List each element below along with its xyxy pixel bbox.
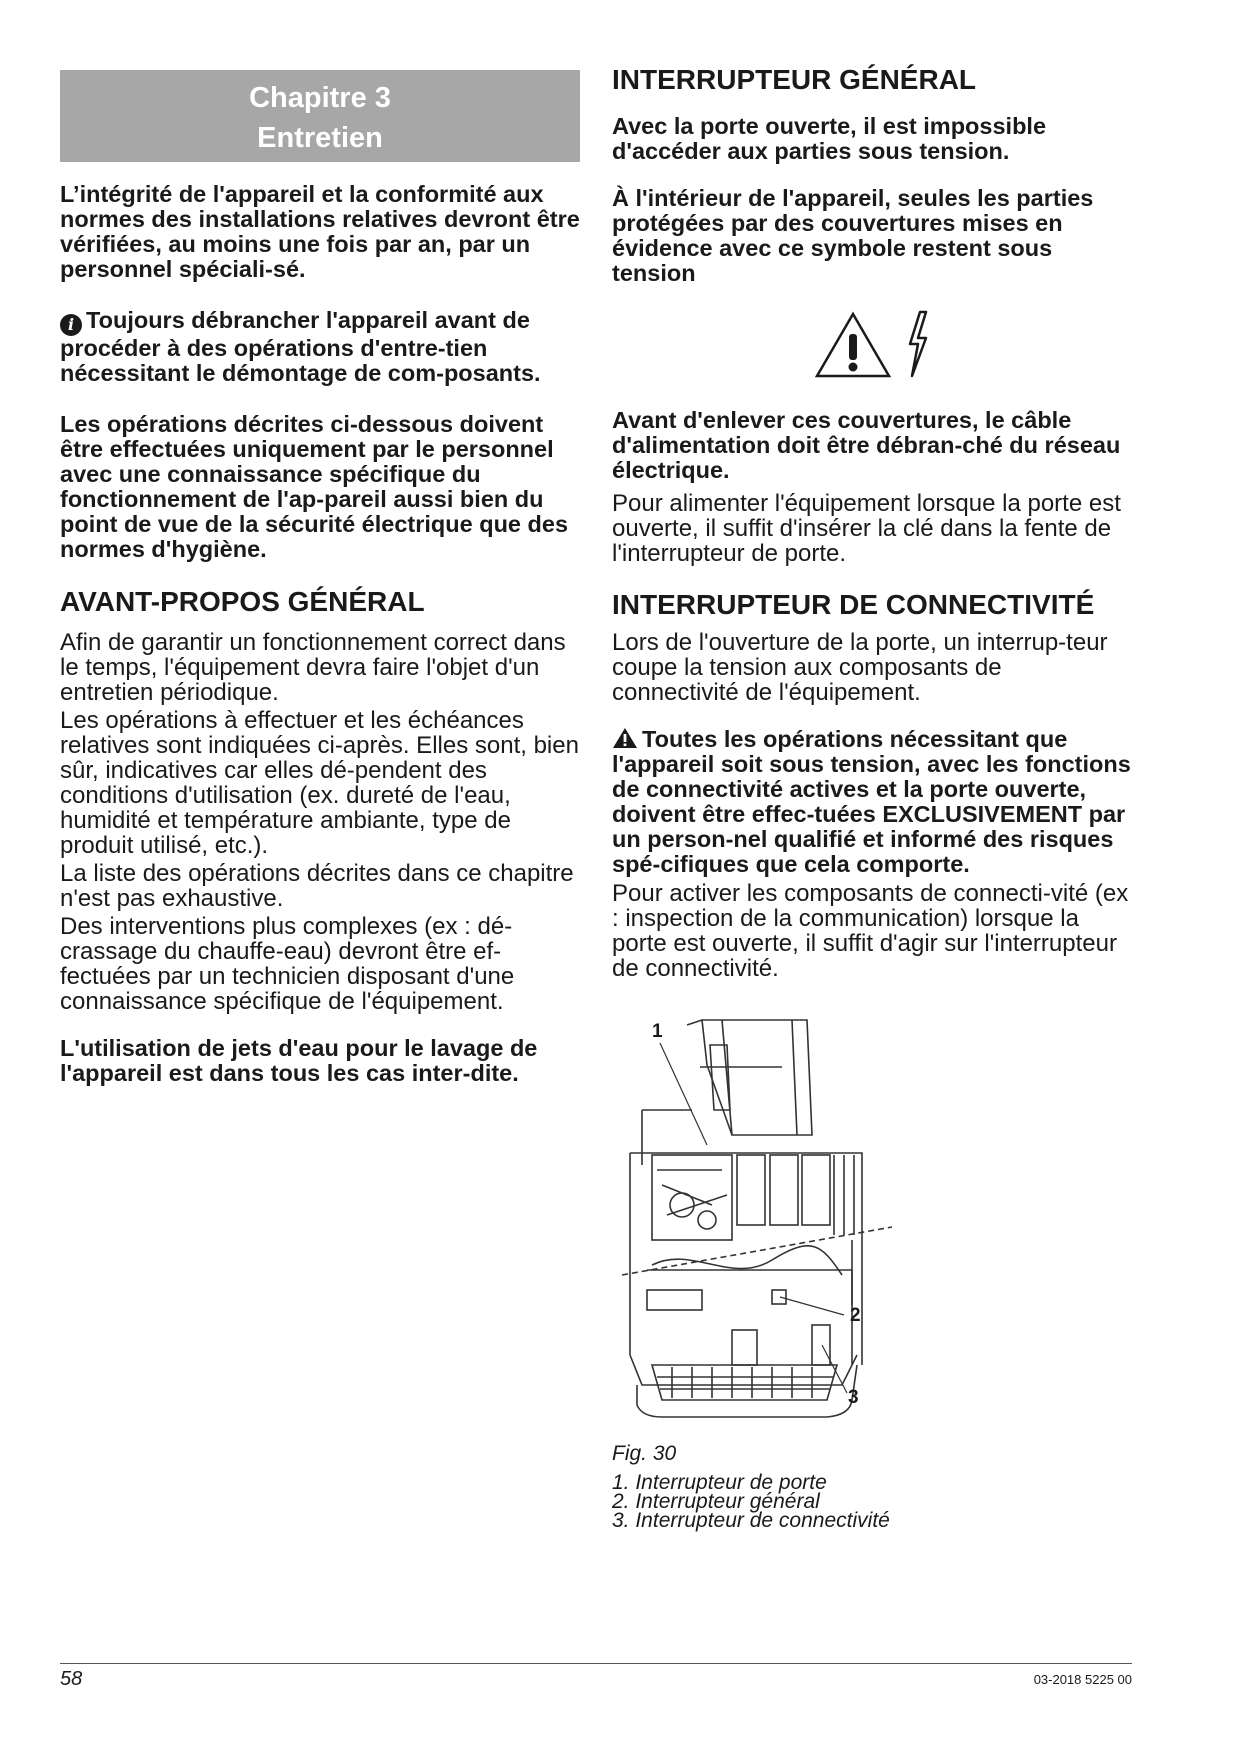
legend-item: 2. Interrupteur général — [612, 1490, 820, 1513]
chapter-title: Entretien — [257, 122, 383, 154]
document-code: 03-2018 5225 00 — [1033, 1672, 1132, 1687]
figure-label-3: 3 — [848, 1387, 859, 1408]
legend-item: 1. Interrupteur de porte — [612, 1471, 827, 1494]
machine-figure — [612, 1005, 912, 1473]
disconnect-paragraph: Avant d'enlever ces couvertures, le câble d'alimentation doit être débran-ché du réseau électrique. — [612, 407, 1121, 483]
live-operations-warning — [612, 727, 1132, 877]
info-circle-icon: i — [60, 314, 82, 336]
chapter-number: Chapitre 3 — [249, 82, 391, 114]
legend-item: 3. Interrupteur de connectivité — [612, 1509, 890, 1532]
page-number: 58 — [60, 1668, 83, 1690]
figure-label-1: 1 — [652, 1021, 663, 1042]
warning-triangle-icon — [612, 727, 638, 749]
water-jet-warning: L'utilisation de jets d'eau pour le lavage de l'appareil est dans tous les cas inter-dite. — [60, 1035, 538, 1086]
activate-connectivity-paragraph: Pour activer les composants de connecti-vité (ex : inspection de la communication) lorsque la porte est ouverte, il suffit d'agir sur l'interrupteur de connectivité. — [612, 880, 1129, 982]
maintenance-paragraph: Afin de garantir un fonctionnement correct dans le temps, l'équipement devra faire l'objet d'un entretien périodique. — [60, 629, 566, 706]
schedule-paragraph: Les opérations à effectuer et les échéances relatives sont indiquées ci-après. Elles sont, bien sûr, indicatives car elles dé-pendent des conditions d'utilisation (ex. dureté de l'eau, humidité et température ambiante, type de produit utilisé, etc.). — [60, 707, 579, 859]
intro-paragraph: L’intégrité de l'appareil et la conformité aux normes des installations relatives devront être vérifiées, au moins une fois par an, par un personnel spéciali-sé. — [60, 181, 580, 282]
figure-caption: Fig. 30 — [612, 1442, 677, 1465]
connectivity-switch-paragraph: Lors de l'ouverture de la porte, un interrup-teur coupe la tension aux composants de connectivité de l'équipement. — [612, 629, 1108, 706]
unplug-warning — [60, 308, 580, 386]
complex-interventions-paragraph: Des interventions plus complexes (ex : dé-crassage du chauffe-eau) devront être ef-fectuées par un technicien disposant d'une connaissance spécifique de l'équipement. — [60, 913, 515, 1015]
machine-illustration — [612, 1005, 912, 1445]
list-paragraph: La liste des opérations décrites dans ce chapitre n'est pas exhaustive. — [60, 860, 574, 912]
key-paragraph: Pour alimenter l'équipement lorsque la porte est ouverte, il suffit d'insérer la clé dans la fente de l'interrupteur de porte. — [612, 490, 1121, 567]
section-heading-interrupteur-general: INTERRUPTEUR GÉNÉRAL — [612, 64, 977, 95]
chapter-header — [60, 70, 580, 162]
high-voltage-icon — [906, 310, 930, 380]
personnel-paragraph: Les opérations décrites ci-dessous doivent être effectuées uniquement par le personnel avec une connaissance spécifique du fonctionnement de l'ap-pareil aussi bien du point de vue de la sécurité électrique que des normes d'hygiène. — [60, 411, 569, 562]
right-column — [612, 66, 1132, 1530]
unplug-warning-text: Toujours débrancher l'appareil avant de procéder à des opérations d'entre-tien nécessitant le démontage de com-posants. — [60, 307, 541, 386]
section-heading-avant-propos: AVANT-PROPOS GÉNÉRAL — [60, 586, 425, 617]
door-open-paragraph: Avec la porte ouverte, il est impossible d'accéder aux parties sous tension. — [612, 113, 1047, 164]
protected-parts-paragraph: À l'intérieur de l'appareil, seules les parties protégées par des couvertures mises en évidence avec ce symbole restent sous tension — [612, 185, 1094, 286]
section-heading-connectivite: INTERRUPTEUR DE CONNECTIVITÉ — [612, 589, 1095, 620]
footer-divider — [60, 1663, 1132, 1664]
left-column — [60, 70, 580, 1086]
live-operations-warning-text: Toutes les opérations nécessitant que l'appareil soit sous tension, avec les fonctions de connectivité actives et la porte ouverte, doivent être effec-tuées EXCLUSIVEMENT par un person-nel qualifié et informé des risques spé-cifiques que cela comporte. — [612, 726, 1131, 877]
figure-legend — [612, 1473, 1132, 1530]
figure-label-2: 2 — [850, 1305, 861, 1326]
voltage-symbols — [612, 310, 1132, 382]
warning-triangle-icon — [814, 310, 892, 380]
